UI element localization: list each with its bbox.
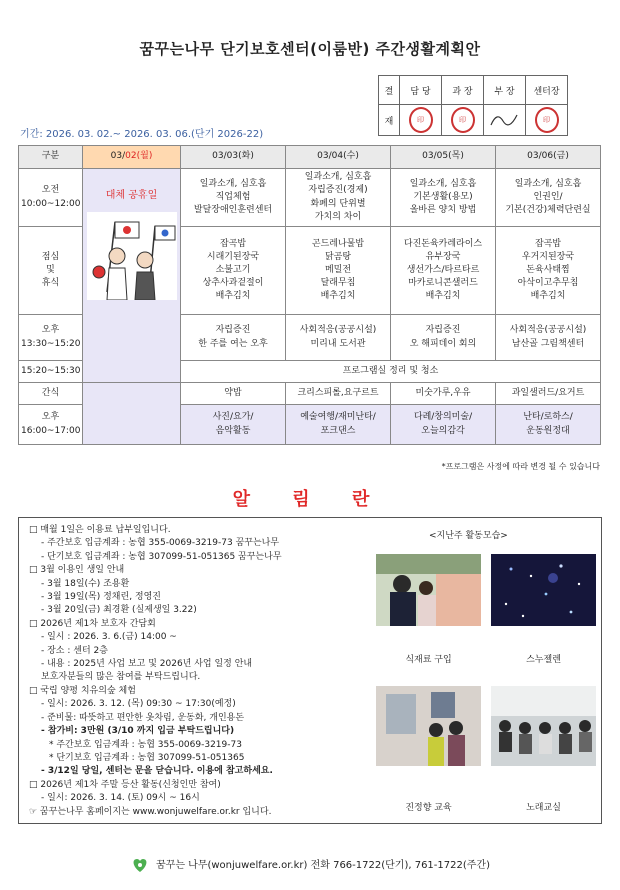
independence-day-illustration <box>87 212 177 300</box>
approval-header: 센터장 <box>526 76 568 105</box>
approval-label-bottom: 재 <box>379 105 400 136</box>
cell-morning: 일과소개, 심호흡 직업체험 발달장애인훈련센터 <box>181 169 286 227</box>
notice-line: - 3/12일 당일, 센터는 문을 닫습니다. 이용에 참고하세요. <box>41 766 273 777</box>
photo-caption: 노래교실 <box>526 803 561 813</box>
notice-line: - 일시 : 2026. 3. 6.(금) 14:00 ~ <box>41 632 177 643</box>
cell-afternoon: 사회적응(공공시설) 남산골 그림책센터 <box>496 315 601 361</box>
notice-line: - 준비물: 따뜻하고 편안한 옷차림, 운동화, 개인용돈 <box>41 712 245 723</box>
footer-text: 꿈꾸는 나무(wonjuwelfare.or.kr) 전화 766-1722(단기), 761-1722(주간) <box>156 860 490 871</box>
cell-morning: 일과소개, 심호흡 기본생활(용모) 올바른 양치 방법 <box>391 169 496 227</box>
day-header: 03/06(금) <box>496 146 601 169</box>
approval-header: 담 당 <box>400 76 442 105</box>
notice-line: - 내용 : 2025년 사업 보고 및 2026년 사업 일정 안내 <box>41 659 253 670</box>
row-label-late: 오후 16:00~17:00 <box>19 405 83 445</box>
notice-line: - 단기보호 입금계좌 : 농협 307099-51-051365 꿈꾸는나무 <box>41 551 282 562</box>
cell-late: 예술여행/재미난타/ 포크댄스 <box>286 405 391 445</box>
cell-cleanup: 프로그램실 정리 및 청소 <box>181 361 601 383</box>
signature-stamp: 印 <box>526 105 568 136</box>
day-header: 03/03(화) <box>181 146 286 169</box>
cell-lunch: 잡곡밥 시래기된장국 소불고기 상추사과겉절이 배추김치 <box>181 227 286 315</box>
holiday-note: 대체 공휴일 <box>105 190 158 201</box>
period-text: 기간: 2026. 03. 02.~ 2026. 03. 06.(단기 2026-22) <box>20 129 264 140</box>
notice-list <box>29 524 374 819</box>
notice-line: - 주간보호 입금계좌 : 농협 355-0069-3219-73 꿈꾸는나무 <box>41 538 280 549</box>
activity-photo-snoezelen <box>491 554 596 626</box>
cell-late: 난타/로하스/ 운동원정대 <box>496 405 601 445</box>
footer <box>0 856 620 873</box>
notice-line: □ 매월 1일은 이용료 납부일입니다. <box>29 525 171 535</box>
cell-lunch: 곤드레나물밥 닭곰탕 메밀전 달래무침 배추김치 <box>286 227 391 315</box>
notice-title: 알 림 란 <box>232 489 388 510</box>
row-label-lunch: 점심 및 휴식 <box>19 227 83 315</box>
cell-snack: 미숫가루,우유 <box>391 383 496 405</box>
cell-lunch: 다진돈육카레라이스 유부장국 생선가스/타르타르 마카로니콘샐러드 배추김치 <box>391 227 496 315</box>
notice-line: - 장소 : 센터 2층 <box>41 645 108 656</box>
day-header: 03/05(목) <box>391 146 496 169</box>
notice-line: □ 2026년 제1차 보호자 간담회 <box>29 618 156 629</box>
cell-snack: 크리스피롤,요구르트 <box>286 383 391 405</box>
cell-afternoon: 사회적응(공공시설) 미리내 도서관 <box>286 315 391 361</box>
signature-stamp: 印 <box>400 105 442 136</box>
row-label-snack: 간식 <box>19 383 83 405</box>
weekly-schedule-table <box>18 145 601 445</box>
schedule-note: *프로그램은 사정에 따라 변경 될 수 있습니다 <box>441 462 600 471</box>
notice-line: - 3월 18일(수) 조용환 <box>41 578 130 589</box>
approval-box <box>378 75 568 136</box>
activity-photo-calming-class <box>376 686 481 766</box>
cell-afternoon: 자립증진 오 해피데이 회의 <box>391 315 496 361</box>
page-title: 꿈꾸는나무 단기보호센터(이룸반) 주간생활계획안 <box>139 40 481 58</box>
center-logo-icon <box>130 857 150 873</box>
photo-caption: 식재료 구입 <box>405 655 452 665</box>
approval-header: 부 장 <box>484 76 526 105</box>
photos-header: <지난주 활동모습> <box>429 531 508 541</box>
cell-late: 다례/창의미술/ 오늘의감각 <box>391 405 496 445</box>
notice-line: * 주간보호 입금계좌 : 농협 355-0069-3219-73 <box>49 739 242 750</box>
cell-snack: 약밥 <box>181 383 286 405</box>
notice-box <box>18 517 602 824</box>
cell-morning: 일과소개, 심호흡 자립증진(경제) 화폐의 단위별 가치의 차이 <box>286 169 391 227</box>
row-label-afternoon: 오후 13:30~15:20 <box>19 315 83 361</box>
approval-label-top: 결 <box>379 76 400 105</box>
cell-morning: 일과소개, 심호흡 인권인/ 기본(건강)체력단련실 <box>496 169 601 227</box>
signature-stamp: 印 <box>442 105 484 136</box>
notice-line: * 단기보호 입금계좌 : 농협 307099-51-051365 <box>49 752 245 763</box>
notice-line: - 3월 19일(목) 정채린, 정영진 <box>41 592 161 603</box>
notice-line: □ 국립 양평 치유의숲 체험 <box>29 685 136 696</box>
cell-lunch: 잡곡밥 우거지된장국 돈육사태찜 아삭이고추무침 배추김치 <box>496 227 601 315</box>
approval-header: 과 장 <box>442 76 484 105</box>
notice-line: - 3월 20일(금) 최경환 (실제생일 3.22) <box>41 605 197 616</box>
col-header: 구분 <box>19 146 83 169</box>
row-label-morning: 오전 10:00~12:00 <box>19 169 83 227</box>
activity-photo-singing-class <box>491 686 596 766</box>
row-label-cleanup: 15:20~15:30 <box>19 361 83 383</box>
photo-caption: 진정향 교육 <box>405 803 452 813</box>
notice-line: - 일시: 2026. 3. 14. (토) 09시 ~ 16시 <box>41 793 200 804</box>
notice-line: □ 2026년 제1차 주말 등산 활동(신청인만 참여) <box>29 779 221 790</box>
notice-line: 보호자분들의 많은 참여를 부탁드립니다. <box>41 672 201 683</box>
cell-snack: 과일샐러드/요거트 <box>496 383 601 405</box>
notice-line: - 참가비: 3만원 (3/10 까지 입금 부탁드립니다) <box>41 726 235 737</box>
notice-line: □ 3월 이용인 생일 안내 <box>29 565 125 576</box>
day-header-mon: 03/02(월) <box>83 146 181 169</box>
notice-line: ☞ 꿈꾸는나무 홈페이지는 www.wonjuwelfare.or.kr 입니다. <box>29 806 272 817</box>
day-header: 03/04(수) <box>286 146 391 169</box>
notice-line: - 일시: 2026. 3. 12. (목) 09:30 ~ 17:30(예정) <box>41 699 236 710</box>
signature-scribble <box>484 105 526 136</box>
monday-holiday-cell <box>83 169 181 383</box>
monday-empty-cell <box>83 383 181 445</box>
cell-late: 사진/요가/ 음악활동 <box>181 405 286 445</box>
photo-caption: 스누젤렌 <box>526 655 561 665</box>
activity-photo-grocery <box>376 554 481 626</box>
cell-afternoon: 자립증진 한 주를 여는 오후 <box>181 315 286 361</box>
